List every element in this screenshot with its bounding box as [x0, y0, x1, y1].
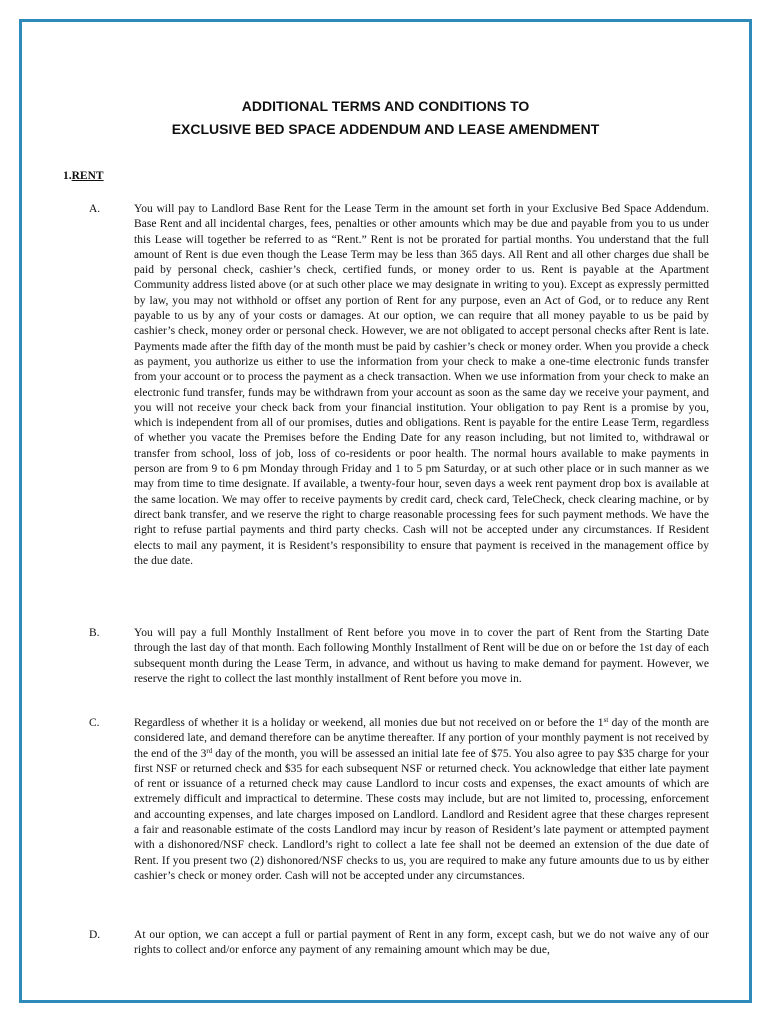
section-heading [63, 170, 104, 182]
clause-letter: C. [89, 717, 100, 729]
ordinal-suffix: rd [206, 746, 213, 755]
clause-text: You will pay a full Monthly Installment of Rent before you move in to cover the part of Rent from the Starting Date through the last day of that month. Each following Monthly Installment of Rent will be due on or before the 1st day of each subsequent month during the Lease Term, in advance, and without us having to make demand for payment. However, we reserve the right to collect the last monthly installment of Rent before you move in. [134, 627, 709, 685]
section-label: RENT [71, 170, 104, 182]
clause-text-part: Regardless of whether it is a holiday or weekend, all monies due but not received on or before the 1 [134, 717, 604, 729]
clause-text-part: day of the month are considered late, and demand therefore can be anytime thereafter. If any portion of your monthly payment is not received by the end of the 3 [134, 717, 710, 760]
clause-letter: B. [89, 627, 100, 639]
clause-letter: A. [89, 203, 101, 215]
clause-text-part: day of the month, you will be assessed an initial late fee of $75. You also agree to pay $35 charge for your first NSF or returned check and $35 for each subsequent NSF or returned check. You acknowledge that either late payment of rent or issuance of a returned check may cause Landlord to incur costs and expenses, the exact amounts of which are extremely difficult and impractical to determine. These costs may include, but are not limited to, processing, enforcement and accounting expenses, and late charges imposed on Landlord. Landlord and Resident agree that these charges represent a fair and reasonable estimate of the costs Landlord may incur by reason of Resident’s late payment or attempted payment with a dishonored/NSF check. Landlord’s right to collect a late fee shall not be deemed an extension of the due date of Rent. If you present two (2) dishonored/NSF checks to us, you are required to make any future amounts due to us by either cashier’s check or money order. Cash will not be accepted under any circumstances. [134, 747, 709, 882]
document-title-line-1: ADDITIONAL TERMS AND CONDITIONS TO [241, 98, 530, 114]
clause-text [134, 716, 709, 884]
clause-text: At our option, we can accept a full or partial payment of Rent in any form, except cash, but we do not waive any of our rights to collect and/or enforce any payment of any remaining amount which may be due, [134, 929, 709, 957]
document-title-line-2: EXCLUSIVE BED SPACE ADDENDUM AND LEASE AMENDMENT [171, 121, 600, 137]
clause-letter: D. [89, 929, 101, 941]
ordinal-suffix: st [603, 716, 609, 724]
document-page [19, 19, 752, 1003]
clause-text: You will pay to Landlord Base Rent for the Lease Term in the amount set forth in your Exclusive Bed Space Addendum. Base Rent and all incidental charges, fees, penalties or other amounts which may be due and payable from you to us under this Lease will together be referred to as “Rent.” Rent is not be prorated for partial months. You understand that the full amount of Rent is due even though the Lease Term may be less than 365 days. All Rent and all other charges due shall be paid by personal check, cashier’s check, certified funds, or money order to us. Rent is payable at the Apartment Community address listed above (or at such other place we may designate in writing to you). Except as expressly permitted by law, you may not withhold or offset any portion of Rent for any purpose, even an Act of God, or to reduce any Rent payable to us by any of your costs or damages. At our option, we can require that all money payable to us be paid by cashier’s check, money order or personal check. However, we are not obligated to accept personal checks after Rent is late. Payments made after the fifth day of the month must be paid by cashier’s check or money order. When you provide a check as payment, you authorize us either to use the information from your check to make a one-time electronic funds transfer from your account or to process the payment as a check transaction. When we use information from your check to make an electronic fund transfer, funds may be withdrawn from your account as soon as the same day we receive your payment, and you will not receive your check back from your financial institution. Your obligation to pay Rent is a promise by you, which is independent from all of our promises, duties and obligations. Rent is payable for the entire Lease Term, regardless of whether you vacate the Premises before the Ending Date for any reason including, but not limited to, withdrawal or transfer from school, loss of job, loss of co-residents or poor health. The normal hours available to make payments in person are from 9 to 6 pm Monday through Friday and 1 to 5 pm Saturday, or at such other place or in such manner as we may from time to time designate. If available, a twenty-four hour, seven days a week rent payment drop box is available at the same location. We may offer to receive payments by credit card, check card, TeleCheck, check clearing machine, or by direct bank transfer, and we reserve the right to charge reasonable processing fees for such payment methods. We have the right to refuse partial payments and third party checks. Cash will not be accepted under any circumstances. If Resident elects to mail any payment, it is Resident’s responsibility to ensure that payment is received in the management office by the due date. [134, 203, 709, 567]
section-number: 1. [63, 170, 72, 182]
